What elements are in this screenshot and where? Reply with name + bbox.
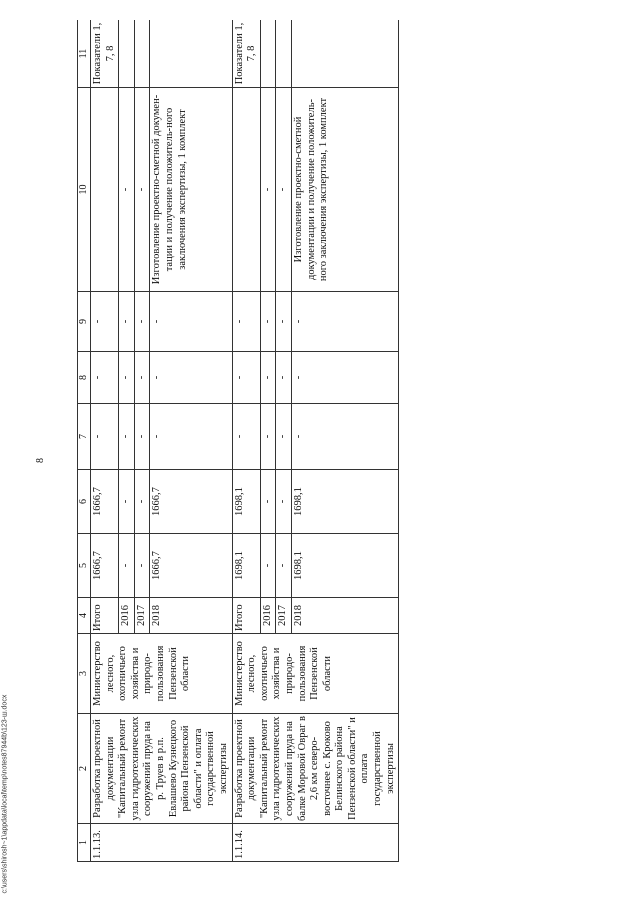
table-row xyxy=(91,20,119,862)
cell-c6: 1666,7 xyxy=(150,470,232,534)
cell-c7: - xyxy=(276,404,292,470)
row-number: 1.1.14. xyxy=(232,824,399,862)
cell-c11 xyxy=(150,20,232,88)
cell-c5: - xyxy=(276,534,292,598)
year-label: 2018 xyxy=(291,598,398,634)
cell-c6: 1698,1 xyxy=(291,470,398,534)
footer-file-path: c:\users\shirosh~1\appdata\local\temp\notes87944b\123-ш.docx xyxy=(1,694,9,894)
header-cell: 4 xyxy=(78,598,91,634)
cell-c6: 1698,1 xyxy=(232,470,260,534)
year-label: 2016 xyxy=(119,598,135,634)
cell-c7: - xyxy=(291,404,398,470)
rotated-page xyxy=(77,20,620,862)
cell-c7: - xyxy=(91,404,119,470)
cell-c5: - xyxy=(260,534,276,598)
header-cell: 1 xyxy=(78,824,91,862)
cell-c10 xyxy=(91,88,119,292)
cell-c6: 1666,7 xyxy=(91,470,119,534)
cell-c8: - xyxy=(119,352,135,404)
cell-c5: - xyxy=(119,534,135,598)
cell-c7: - xyxy=(150,404,232,470)
cell-c8: - xyxy=(150,352,232,404)
cell-c5: 1666,7 xyxy=(91,534,119,598)
cell-c7: - xyxy=(232,404,260,470)
cell-c9: - xyxy=(232,292,260,352)
cell-c11 xyxy=(276,20,292,88)
cell-c9: - xyxy=(291,292,398,352)
cell-c10: - xyxy=(260,88,276,292)
cell-c10: Изготовление проектно-сметной докумен-тации и получение положитель-ного заключения экспертизы, 1 комплект xyxy=(150,88,232,292)
row-name: Разработка проектной документации "Капитальный ремонт узла гидротехнических сооружений пруда на р. Труев в р.п. Евлашево Кузнецкого района Пензенской области" и оплата государственной экспертизы xyxy=(91,714,233,824)
cell-c7: - xyxy=(134,404,150,470)
table-row xyxy=(232,20,260,862)
cell-c11 xyxy=(134,20,150,88)
cell-c10: - xyxy=(119,88,135,292)
cell-c11 xyxy=(291,20,398,88)
header-cell: 6 xyxy=(78,470,91,534)
header-cell: 3 xyxy=(78,634,91,714)
cell-c8: - xyxy=(276,352,292,404)
cell-c6: - xyxy=(260,470,276,534)
page-number: 8 xyxy=(35,458,46,463)
cell-c8: - xyxy=(91,352,119,404)
header-cell: 10 xyxy=(78,88,91,292)
row-name: Разработка проектной документации "Капитальный ремонт узла гидротехнических сооружений пруда на балке Моровой Овраг в 2,6 км северо-восточнее с. Кроково Белинского района Пензенской области" и оплата государственной экспертизы xyxy=(232,714,399,824)
cell-c9: - xyxy=(119,292,135,352)
cell-c9: - xyxy=(150,292,232,352)
program-table xyxy=(77,20,399,862)
cell-c9: - xyxy=(134,292,150,352)
cell-c7: - xyxy=(119,404,135,470)
cell-c11 xyxy=(260,20,276,88)
header-cell: 7 xyxy=(78,404,91,470)
cell-c11: Показатели 1, 7, 8 xyxy=(232,20,260,88)
cell-c11 xyxy=(119,20,135,88)
cell-c9: - xyxy=(276,292,292,352)
cell-c6: - xyxy=(119,470,135,534)
table-container xyxy=(77,20,620,862)
cell-c9: - xyxy=(260,292,276,352)
cell-c8: - xyxy=(260,352,276,404)
header-cell: 5 xyxy=(78,534,91,598)
row-executor: Министерство лесного, охотничьего хозяйства и природо-пользования Пензенской области xyxy=(232,634,399,714)
cell-c10: - xyxy=(134,88,150,292)
header-cell: 9 xyxy=(78,292,91,352)
cell-c10 xyxy=(232,88,260,292)
cell-c5: 1666,7 xyxy=(150,534,232,598)
year-label: 2018 xyxy=(150,598,232,634)
year-label: 2017 xyxy=(276,598,292,634)
cell-c10: Изготовление проектно-сметной документации и получение положитель-ного заключения экспертизы, 1 комплект xyxy=(291,88,398,292)
cell-c8: - xyxy=(291,352,398,404)
cell-c10: - xyxy=(276,88,292,292)
cell-c11: Показатели 1, 7, 8 xyxy=(91,20,119,88)
year-label: 2017 xyxy=(134,598,150,634)
row-executor: Министерство лесного, охотничьего хозяйства и природо-пользования Пензенской области xyxy=(91,634,233,714)
year-label: Итого xyxy=(232,598,260,634)
header-cell: 2 xyxy=(78,714,91,824)
cell-c6: - xyxy=(134,470,150,534)
cell-c5: - xyxy=(134,534,150,598)
cell-c5: 1698,1 xyxy=(291,534,398,598)
header-cell: 8 xyxy=(78,352,91,404)
year-label: 2016 xyxy=(260,598,276,634)
cell-c9: - xyxy=(91,292,119,352)
cell-c7: - xyxy=(260,404,276,470)
header-row xyxy=(78,20,91,862)
row-number: 1.1.13. xyxy=(91,824,233,862)
cell-c5: 1698,1 xyxy=(232,534,260,598)
year-label: Итого xyxy=(91,598,119,634)
cell-c8: - xyxy=(232,352,260,404)
cell-c6: - xyxy=(276,470,292,534)
header-cell: 11 xyxy=(78,20,91,88)
cell-c8: - xyxy=(134,352,150,404)
